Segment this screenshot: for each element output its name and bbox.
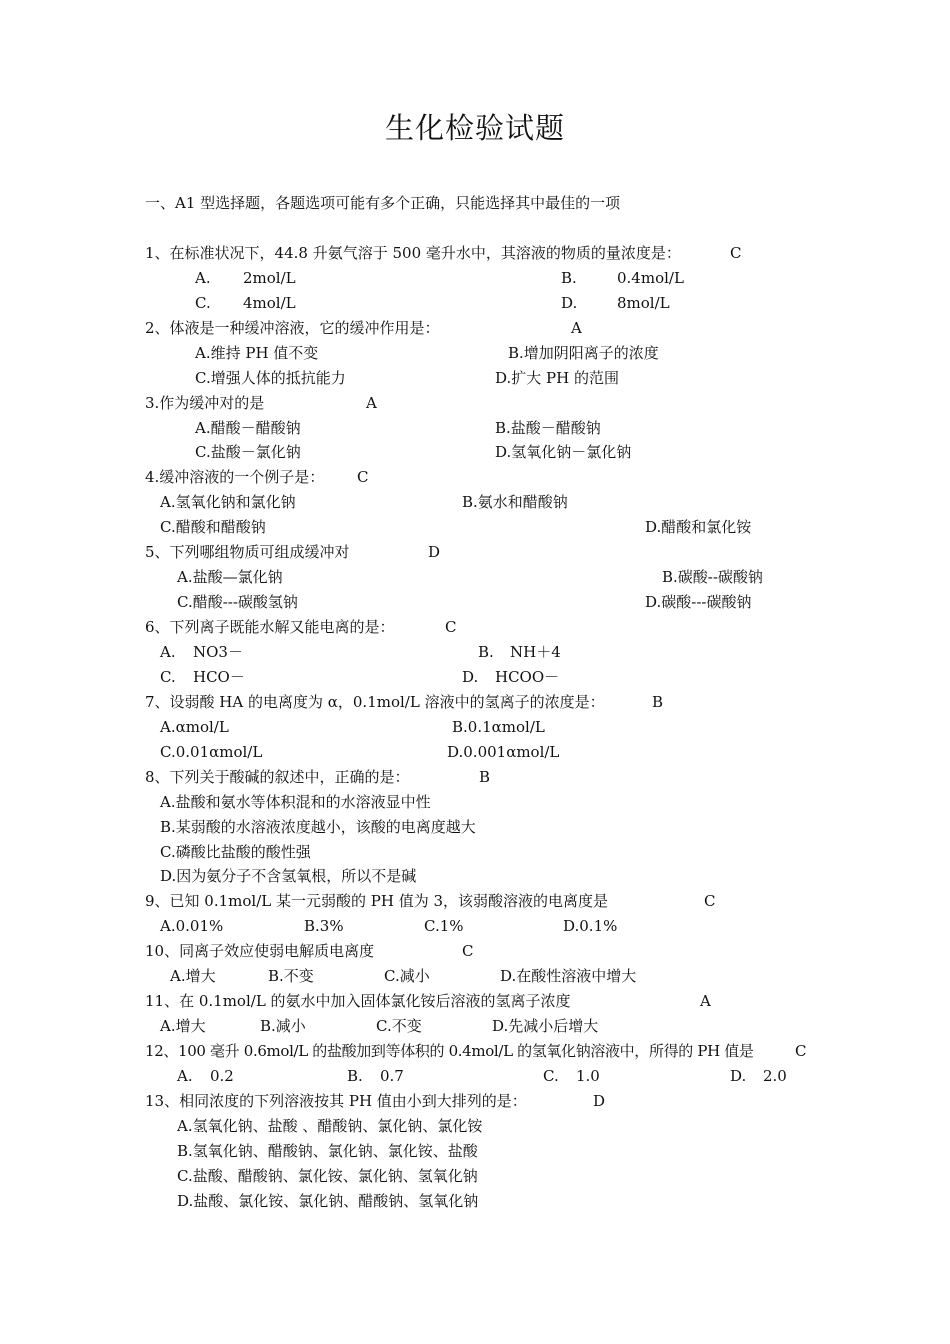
option-c: 1.0 [576,1067,600,1085]
question-stem: 8、下列关于酸碱的叙述中，正确的是： [145,768,410,786]
option-c-label: C. [160,668,176,686]
option-a: A.0.01% [160,917,224,935]
option-b: B.盐酸－醋酸钠 [495,419,601,437]
option-a: A.盐酸和氨水等体积混和的水溶液显中性 [160,793,431,811]
option-c-label: C. [195,294,211,312]
option-d: D.0.001αmol/L [447,743,560,761]
answer-key: D [593,1092,606,1110]
option-d: D.因为氨分子不含氢氧根，所以不是碱 [160,867,417,885]
option-d: 2.0 [763,1067,787,1085]
option-b: B.增加阴阳离子的浓度 [508,344,659,362]
option-d: D.碳酸---碳酸钠 [645,593,752,611]
page-title: 生化检验试题 [384,111,565,145]
option-a: A.αmol/L [160,718,229,736]
question-stem: 3.作为缓冲对的是 [145,394,265,412]
option-a-label: A. [195,269,211,287]
option-d: D.在酸性溶液中增大 [500,967,637,985]
answer-key: A [366,394,377,412]
option-c: C.盐酸、醋酸钠、氯化铵、氯化钠、氢氧化钠 [177,1167,478,1185]
option-c: C.增强人体的抵抗能力 [195,369,346,387]
option-c: C.减小 [384,967,430,985]
option-a: A.增大 [160,1017,206,1035]
option-b: B.0.1αmol/L [452,718,545,736]
option-d-label: D. [561,294,578,312]
option-d: D.盐酸、氯化铵、氯化钠、醋酸钠、氢氧化钠 [177,1192,479,1210]
question-stem: 4.缓冲溶液的一个例子是： [145,468,325,486]
option-c: HCO－ [193,668,245,686]
option-a: 0.2 [210,1067,234,1085]
option-b-label: B. [561,269,577,287]
question-stem: 12、100 毫升 0.6mol/L 的盐酸加到等体积的 0.4mol/L 的氢氧化钠溶液中，所得的 PH 值是 [145,1042,754,1060]
option-b-label: B. [347,1067,363,1085]
option-c: C.醋酸和醋酸钠 [160,518,266,536]
option-b: B.碳酸--碳酸钠 [662,568,763,586]
option-d: D.0.1% [563,917,618,935]
option-d: D.先减小后增大 [492,1017,599,1035]
answer-key: C [357,468,369,486]
answer-key: B [479,768,491,786]
option-a: A.氢氧化钠和氯化钠 [160,493,296,511]
option-c: C.盐酸－氯化钠 [195,443,301,461]
option-a: A.增大 [170,967,216,985]
option-b: B.3% [304,917,344,935]
answer-key: D [428,543,441,561]
answer-key: C [462,942,474,960]
option-a: NO3－ [193,643,243,661]
answer-key: A [700,992,711,1010]
option-d-label: D. [462,668,479,686]
option-b: B.氨水和醋酸钠 [462,493,568,511]
question-stem: 6、下列离子既能水解又能电离的是： [145,618,395,636]
option-c: C.不变 [376,1017,422,1035]
question-stem: 9、已知 0.1mol/L 某一元弱酸的 PH 值为 3，该弱酸溶液的电离度是 [145,892,609,910]
answer-key: B [652,693,664,711]
question-stem: 2、体液是一种缓冲溶液，它的缓冲作用是： [145,319,440,337]
option-b: 0.7 [380,1067,404,1085]
answer-key: C [445,618,457,636]
option-d: 8mol/L [617,294,670,312]
question-stem: 10、同离子效应使弱电解质电离度 [145,942,375,960]
question-stem: 13、相同浓度的下列溶液按其 PH 值由小到大排列的是： [145,1092,527,1110]
option-a-label: A. [160,643,176,661]
answer-key: A [571,319,582,337]
question-stem: 1、在标准状况下，44.8 升氨气溶于 500 毫升水中，其溶液的物质的量浓度是： [145,244,681,262]
option-a: A.维持 PH 值不变 [195,344,319,362]
option-b: NH＋4 [510,643,561,661]
question-stem: 5、下列哪组物质可组成缓冲对 [145,543,350,561]
option-c-label: C. [543,1067,559,1085]
section-heading: 一、A1 型选择题，各题选项可能有多个正确，只能选择其中最佳的一项 [145,194,621,212]
option-c: C.1% [424,917,464,935]
option-c: C.0.01αmol/L [160,743,263,761]
answer-key: C [730,244,742,262]
option-c: C.磷酸比盐酸的酸性强 [160,843,311,861]
option-c: C.醋酸---碳酸氢钠 [177,593,298,611]
option-d: HCOO－ [495,668,560,686]
option-a: A.盐酸—氯化钠 [177,568,283,586]
question-stem: 7、设弱酸 HA 的电离度为 α，0.1mol/L 溶液中的氢离子的浓度是： [145,693,605,711]
option-d: D.氢氧化钠－氯化钠 [495,443,632,461]
question-stem: 11、在 0.1mol/L 的氨水中加入固体氯化铵后溶液的氢离子浓度 [145,992,571,1010]
answer-key: C [704,892,716,910]
option-a: 2mol/L [243,269,296,287]
option-b: B.不变 [268,967,314,985]
option-b: 0.4mol/L [617,269,684,287]
option-a-label: A. [177,1067,193,1085]
option-d: D.扩大 PH 的范围 [495,369,619,387]
option-d-label: D. [730,1067,747,1085]
answer-key: C [795,1042,807,1060]
option-b: B.某弱酸的水溶液浓度越小，该酸的电离度越大 [160,818,476,836]
option-a: A.醋酸－醋酸钠 [195,419,301,437]
option-a: A.氢氧化钠、盐酸 、醋酸钠、氯化钠、氯化铵 [177,1117,483,1135]
option-b-label: B. [478,643,494,661]
option-c: 4mol/L [243,294,296,312]
option-b: B.减小 [260,1017,306,1035]
option-b: B.氢氧化钠、醋酸钠、氯化钠、氯化铵、盐酸 [177,1142,478,1160]
option-d: D.醋酸和氯化铵 [645,518,752,536]
